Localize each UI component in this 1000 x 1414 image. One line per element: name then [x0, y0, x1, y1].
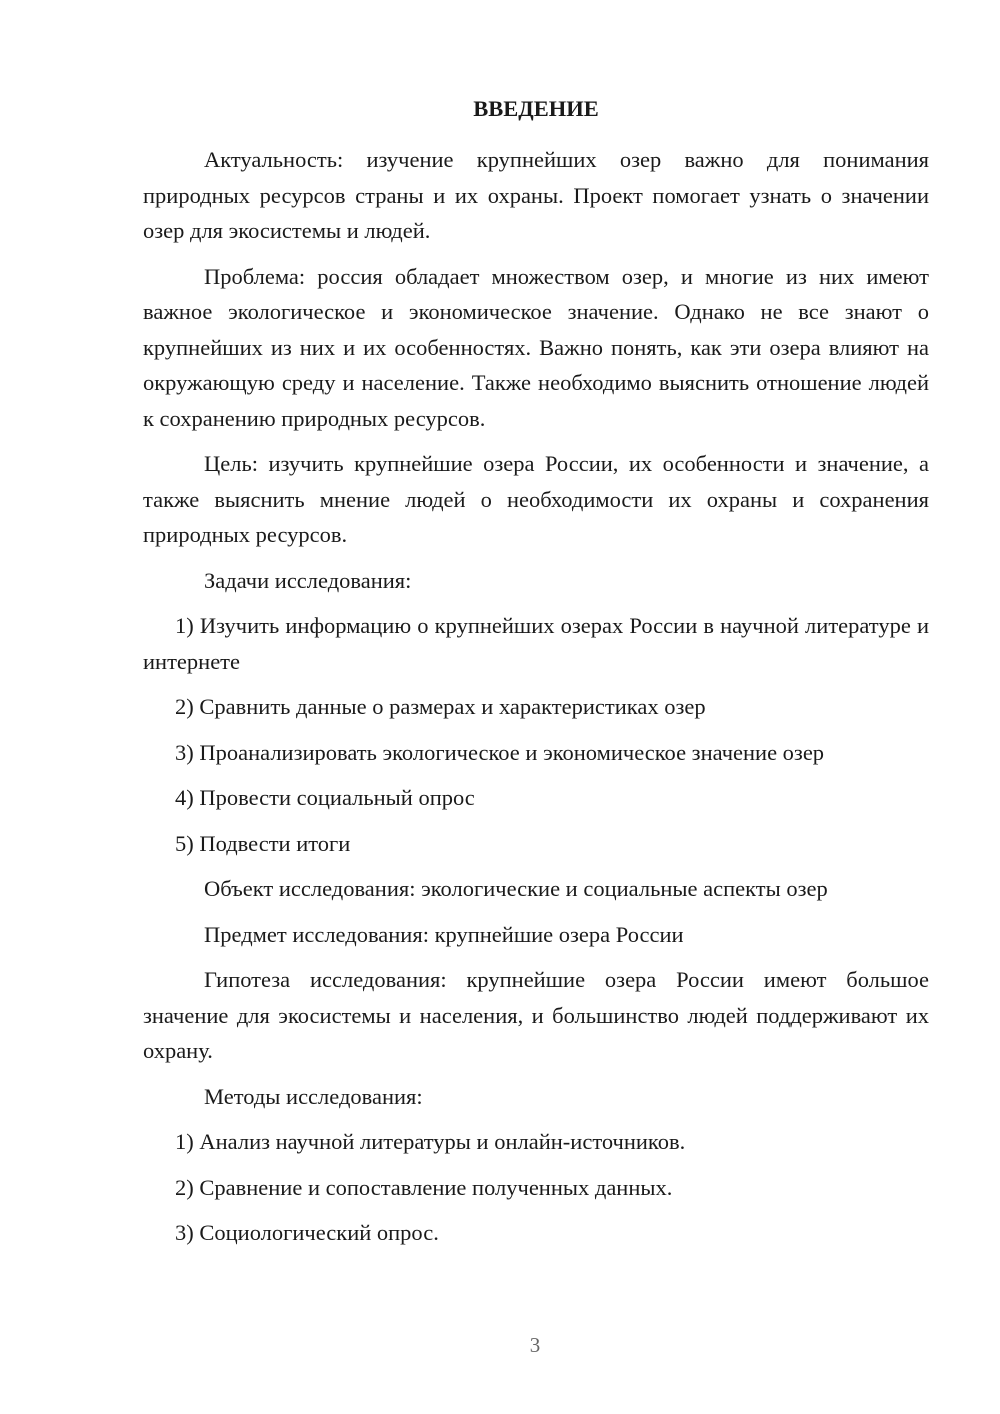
page-number: 3: [529, 1333, 541, 1357]
problem-paragraph: Проблема: россия обладает множеством озер, и многие из них имеют важное экологическое и экономическое значение. Однако не все знают о крупнейших из них и их особенностях. Важно понять, как эти озера влияют на окружающую среду и население. Также необходимо выяснить отношение людей к сохранению природных ресурсов.: [143, 263, 929, 431]
document-body: [143, 94, 929, 1261]
task-item-5: 5) Подвести итоги: [175, 830, 351, 856]
task-item-4: 4) Провести социальный опрос: [175, 785, 475, 810]
task-item-2: 2) Сравнить данные о размерах и характеристиках озер: [175, 694, 706, 719]
task-item-1: 1) Изучить информацию о крупнейших озерах России в научной литературе и интернете: [143, 613, 929, 674]
tasks-heading: Задачи исследования:: [204, 567, 412, 593]
goal-paragraph: Цель: изучить крупнейшие озера России, их особенности и значение, а также выяснить мнение людей о необходимости их охраны и сохранения природных ресурсов.: [143, 451, 929, 547]
task-item-3: 3) Проанализировать экологическое и экономическое значение озер: [175, 739, 825, 765]
relevance-paragraph: Актуальность: изучение крупнейших озер важно для понимания природных ресурсов страны и их охраны. Проект помогает узнать о значении озер для экосистемы и людей.: [143, 147, 929, 243]
method-item-3: 3) Социологический опрос.: [175, 1220, 439, 1245]
hypothesis-paragraph: Гипотеза исследования: крупнейшие озера России имеют большое значение для экосистемы и населения, и большинство людей поддерживают их охрану.: [143, 967, 929, 1063]
object-line: Объект исследования: экологические и социальные аспекты озер: [204, 876, 828, 901]
page-title: ВВЕДЕНИЕ: [473, 96, 599, 121]
methods-heading: Методы исследования:: [204, 1083, 423, 1109]
subject-line: Предмет исследования: крупнейшие озера России: [204, 921, 684, 947]
method-item-2: 2) Сравнение и сопоставление полученных данных.: [175, 1174, 673, 1200]
method-item-1: 1) Анализ научной литературы и онлайн-источников.: [175, 1129, 686, 1154]
